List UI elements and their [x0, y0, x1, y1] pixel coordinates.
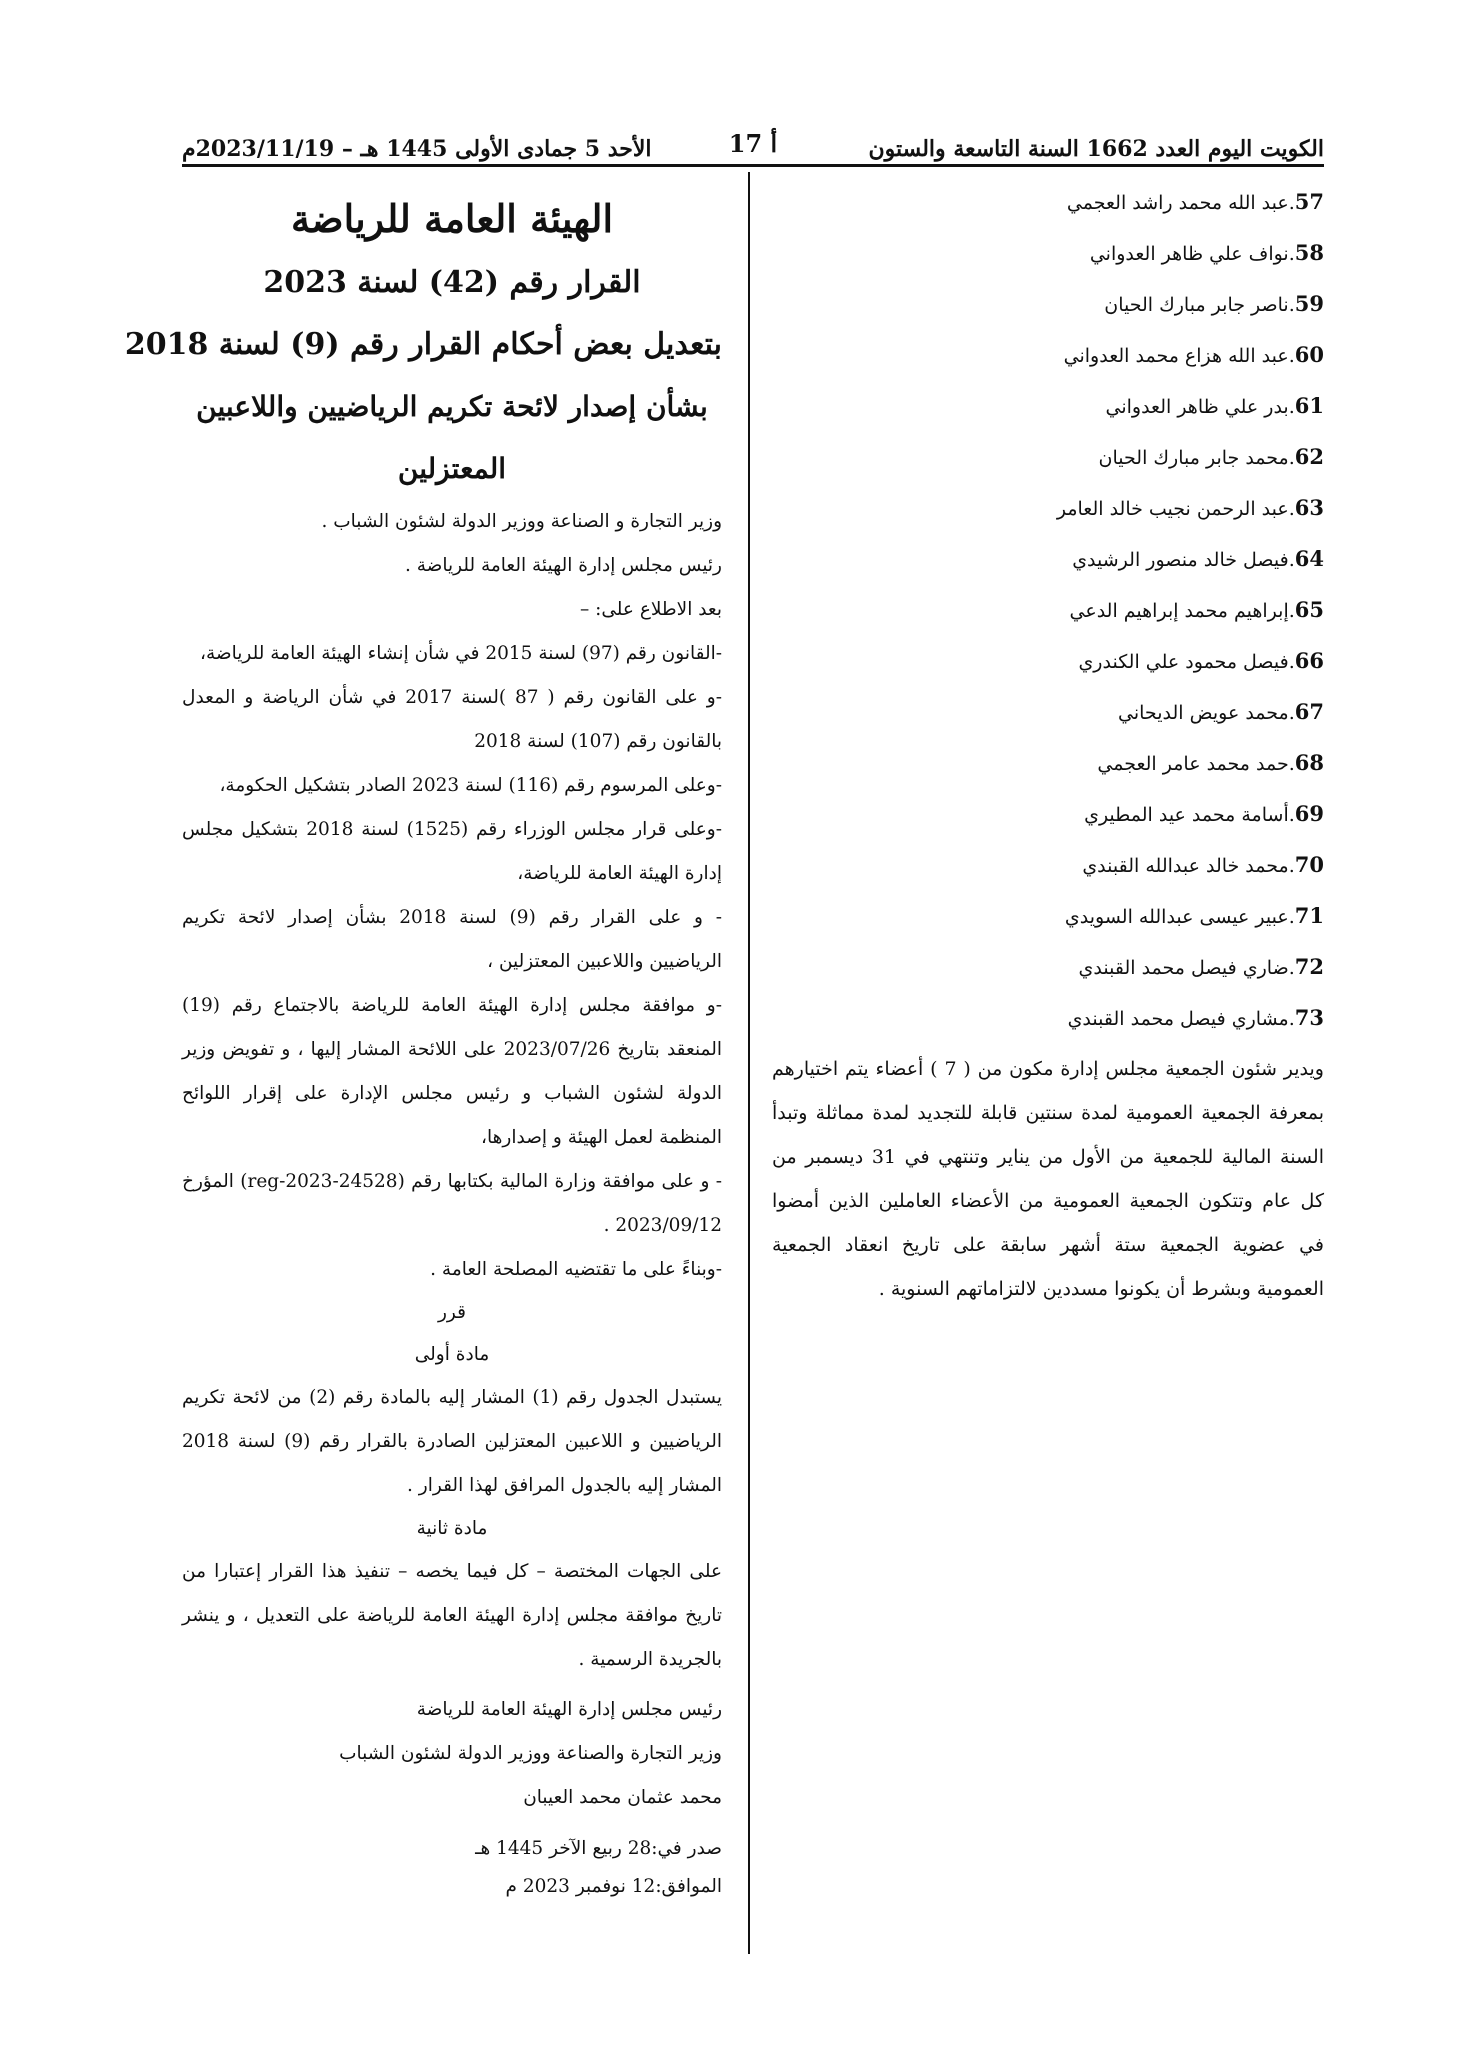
- article-2-title: مادة ثانية: [416, 1518, 488, 1539]
- article-1-text: يستبدل الجدول رقم (1) المشار إليه بالمادة رقم (2) من لائحة تكريم الرياضيين و اللاعبين المعتزلين الصادرة بالقرار رقم (9) لسنة 2018 المشار إليه بالجدول المرافق لهذا القرار .: [182, 1387, 723, 1496]
- article-2-text: على الجهات المختصة – كل فيما يخصه – تنفيذ هذا القرار إعتبارا من تاريخ موافقة مجلس إدارة الهيئة العامة للرياضة على التعديل ، و ينشر بالجريدة الرسمية .: [182, 1561, 722, 1670]
- signatory-title-1: رئيس مجلس إدارة الهيئة العامة للرياضة: [416, 1699, 722, 1720]
- preamble-4: -وعلى قرار مجلس الوزراء رقم (1525) لسنة 2018 بتشكيل مجلس إدارة الهيئة العامة للرياضة،: [182, 819, 722, 884]
- preamble-2: -و على القانون رقم ( 87 )لسنة 2017 في شأن الرياضة و المعدل بالقانون رقم (107) لسنة 2018: [182, 687, 722, 752]
- list-item: 73.مشاري فيصل محمد القبندي: [1067, 1005, 1324, 1030]
- list-item: 65.إبراهيم محمد إبراهيم الدعي: [1069, 597, 1324, 622]
- list-item: 58.نواف علي ظاهر العدواني: [1089, 240, 1324, 265]
- list-item: 66.فيصل محمود علي الكندري: [1078, 648, 1324, 673]
- list-item: 61.بدر علي ظاهر العدواني: [1105, 393, 1324, 418]
- preamble-5: - و على القرار رقم (9) لسنة 2018 بشأن إصدار لائحة تكريم الرياضيين واللاعبين المعتزلين ،: [182, 907, 722, 972]
- signatory-name: محمد عثمان محمد العيبان: [523, 1787, 722, 1808]
- right-column: [772, 176, 1324, 1311]
- preamble-3: -وعلى المرسوم رقم (116) لسنة 2023 الصادر بتشكيل الحكومة،: [219, 775, 722, 796]
- header-issue-info: الكويت اليوم العدد 1662 السنة التاسعة والستون: [868, 136, 1324, 162]
- decision-subject-3: المعتزلين: [397, 452, 507, 485]
- list-item: 60.عبد الله هزاع محمد العدواني: [1063, 342, 1324, 367]
- list-item: 63.عبد الرحمن نجيب خالد العامر: [1056, 495, 1324, 520]
- signatory-title-2: وزير التجارة والصناعة ووزير الدولة لشئون الشباب: [339, 1743, 722, 1764]
- list-item: 57.عبد الله محمد راشد العجمي: [1066, 189, 1324, 214]
- header-rule: [182, 164, 1324, 167]
- decided-heading: قرر: [438, 1302, 466, 1323]
- list-item: 68.حمد محمد عامر العجمي: [1097, 750, 1324, 775]
- issued-date-gregorian: الموافق:12 نوفمبر 2023 م: [505, 1876, 722, 1897]
- preamble-7: - و على موافقة وزارة المالية بكتابها رقم (reg-2023-24528) المؤرخ 2023/09/12 .: [182, 1171, 722, 1236]
- preamble-1: -القانون رقم (97) لسنة 2015 في شأن إنشاء الهيئة العامة للرياضة،: [200, 643, 722, 664]
- board-paragraph: ويدير شئون الجمعية مجلس إدارة مكون من ( 7 ) أعضاء يتم اختيارهم بمعرفة الجمعية العمومية لمدة سنتين قابلة للتجديد لمدة مماثلة وتبدأ السنة المالية للجمعية من الأول من يناير وتنتهي في 31 ديسمبر من كل عام وتتكون الجمعية العمومية من الأعضاء العاملين الذين أمضوا في عضوية الجمعية ستة أشهر سابقة على تاريخ انعقاد الجمعية العمومية وبشرط أن يكونوا مسددين لالتزاماتهم السنوية .: [772, 1058, 1324, 1300]
- page-number: أ 17: [728, 129, 778, 158]
- header-date: الأحد 5 جمادى الأولى 1445 هـ – 2023/11/19م: [182, 136, 652, 162]
- article-1-title: مادة أولى: [414, 1344, 490, 1365]
- list-item: 62.محمد جابر مبارك الحيان: [1098, 444, 1324, 469]
- page-header: [182, 118, 1324, 162]
- left-column: [124, 186, 723, 1906]
- list-item: 71.عبير عيسى عبدالله السويدي: [1064, 903, 1324, 928]
- issued-date-hijri: صدر في:28 ربيع الآخر 1445 هـ: [475, 1838, 722, 1859]
- issuer-line-2: رئيس مجلس إدارة الهيئة العامة للرياضة .: [404, 555, 722, 576]
- preamble-6: -و موافقة مجلس إدارة الهيئة العامة للرياضة بالاجتماع رقم (19) المنعقد بتاريخ 2023/07/26 على اللائحة المشار إليها ، و تفويض وزير الدولة لشئون الشباب و رئيس مجلس الإدارة على إقرار اللوائح المنظمة لعمل الهيئة و إصدارها،: [182, 995, 723, 1148]
- org-title: الهيئة العامة للرياضة: [290, 196, 614, 241]
- list-item: 72.ضاري فيصل محمد القبندي: [1078, 954, 1324, 979]
- preamble-8: -وبناءً على ما تقتضيه المصلحة العامة .: [430, 1259, 722, 1280]
- issuer-line-1: وزير التجارة و الصناعة ووزير الدولة لشئون الشباب .: [321, 511, 722, 532]
- column-divider: [748, 172, 750, 1954]
- decision-subject-1: بتعديل بعض أحكام القرار رقم (9) لسنة 2018: [124, 327, 722, 362]
- list-item: 59.ناصر جابر مبارك الحيان: [1104, 291, 1324, 316]
- list-item: 70.محمد خالد عبدالله القبندي: [1082, 852, 1324, 877]
- decision-number: القرار رقم (42) لسنة 2023: [263, 265, 641, 300]
- after-review: بعد الاطلاع على: –: [580, 599, 722, 620]
- list-item: 69.أسامة محمد عيد المطيري: [1084, 801, 1324, 826]
- list-item: 64.فيصل خالد منصور الرشيدي: [1072, 546, 1324, 571]
- decision-subject-2: بشأن إصدار لائحة تكريم الرياضيين واللاعبين: [196, 390, 708, 423]
- list-item: 67.محمد عويض الديحاني: [1118, 699, 1324, 724]
- member-list: [772, 176, 1324, 1043]
